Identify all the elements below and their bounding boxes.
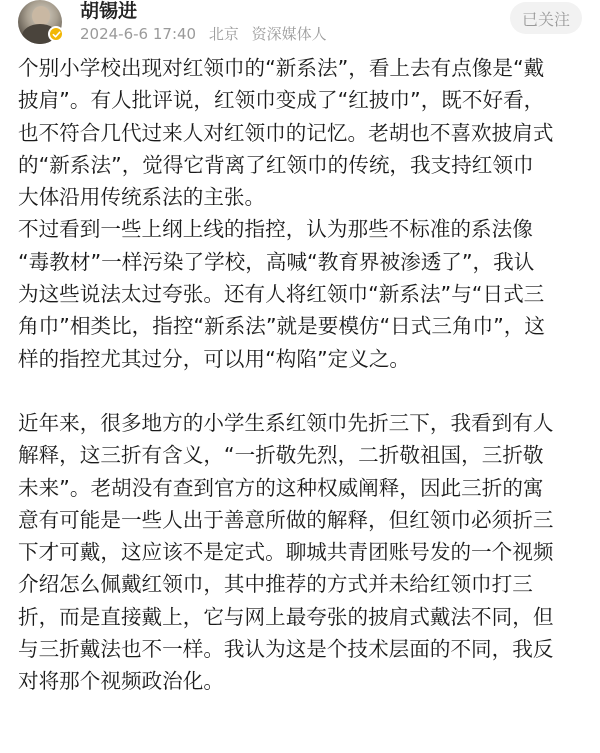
post-meta <box>80 25 335 43</box>
checkmark-icon <box>52 30 61 39</box>
avatar-face <box>32 6 50 26</box>
author-name[interactable]: 胡锡进 <box>80 0 138 22</box>
post-paragraph-1: 个别小学校出现对红领巾的“新系法”，看上去有点像是“戴 披肩”。有人批评说，红领巾变成了“红披巾”，既不好看， 也不符合几代过来人对红领巾的记忆。老胡也不喜欢披肩式 的“新系法”，觉得它背离了红领巾的传统，我支持红领巾 大体沿用传统系法的主张。 <box>18 56 554 210</box>
post-date: 2024-6-6 17:40 <box>80 25 197 43</box>
post-location: 北京 <box>208 25 239 43</box>
follow-button[interactable]: 已关注 <box>510 2 582 34</box>
post-body <box>18 52 588 698</box>
verified-badge-icon <box>48 26 64 42</box>
post-header <box>0 0 600 52</box>
post-paragraph-3: 近年来，很多地方的小学生系红领巾先折三下，我看到有人 解释，这三折有含义，“一折敬先烈，二折敬祖国，三折敬 未来”。老胡没有查到官方的这种权威阐释，因此三折的寓 意有可能是一些人出于善意所做的解释，但红领巾必须折三 下才可戴，这应该不是定式。聊城共青团账号发的一个视频 介绍怎么佩戴红领巾，其中推荐的方式并未给红领巾打三 折，而是直接戴上，它与网上最夸张的披肩式戴法不同，但 与三折戴法也不一样。我认为这是个技术层面的不同，我反 对将那个视频政治化。 <box>18 410 554 694</box>
post-paragraph-2: 不过看到一些上纲上线的指控，认为那些不标准的系法像 “毒教材”一样污染了学校，高喊“教育界被渗透了”，我认 为这些说法太过夸张。还有人将红领巾“新系法”与“日式三 角巾”相类比，指控“新系法”就是要模仿“日式三角巾”，这 样的指控尤其过分，可以用“构陷”定义之。 <box>18 217 545 371</box>
author-tag: 资深媒体人 <box>251 25 327 43</box>
